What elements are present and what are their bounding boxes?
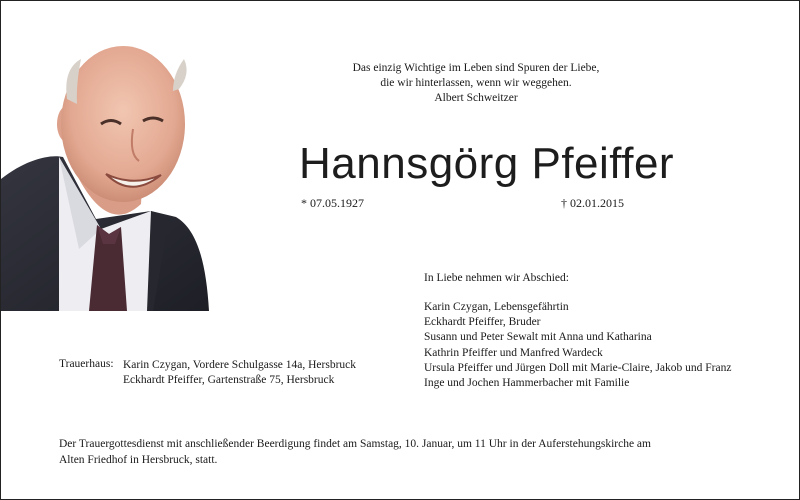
service-line: Der Trauergottesdienst mit anschließender Beerdigung findet am Samstag, 10. Januar, um 11 Uhr in der Auferstehungskirche am [59,438,651,450]
quote-line: die wir hinterlassen, wenn wir weggehen. [380,77,572,89]
mourner-entry: Eckhardt Pfeiffer, Bruder [424,316,541,329]
death-date: † 02.01.2015 [561,196,624,210]
mourning-house-address: Eckhardt Pfeiffer, Gartenstraße 75, Hersbruck [123,374,335,387]
mourner-entry: Inge und Jochen Hammerbacher mit Familie [424,377,630,390]
service-line: Alten Friedhof in Hersbruck, statt. [59,453,218,466]
mourners-list [424,300,731,391]
quote-line: Das einzig Wichtige im Leben sind Spuren der Liebe, [352,62,600,74]
funeral-service-notice [59,437,759,468]
birth-date: * 07.05.1927 [301,196,364,210]
mourner-entry: Karin Czygan, Lebensgefährtin [424,301,569,313]
portrait-photo [1,29,209,311]
mourner-entry: Kathrin Pfeiffer und Manfred Wardeck [424,346,603,359]
mourning-house-label: Trauerhaus: [59,358,114,370]
mourner-entry: Ursula Pfeiffer und Jürgen Doll mit Marie-Claire, Jakob und Franz [424,361,732,374]
deceased-name: Hannsgörg Pfeiffer [299,139,675,188]
mourner-entry: Susann und Peter Sewalt mit Anna und Katharina [424,331,652,344]
mourning-house-address: Karin Czygan, Vordere Schulgasse 14a, Hersbruck [123,359,357,371]
quote-author: Albert Schweitzer [434,92,518,104]
farewell-intro: In Liebe nehmen wir Abschied: [424,272,569,284]
quote-block [301,61,651,106]
mourning-house-addresses [123,358,356,388]
